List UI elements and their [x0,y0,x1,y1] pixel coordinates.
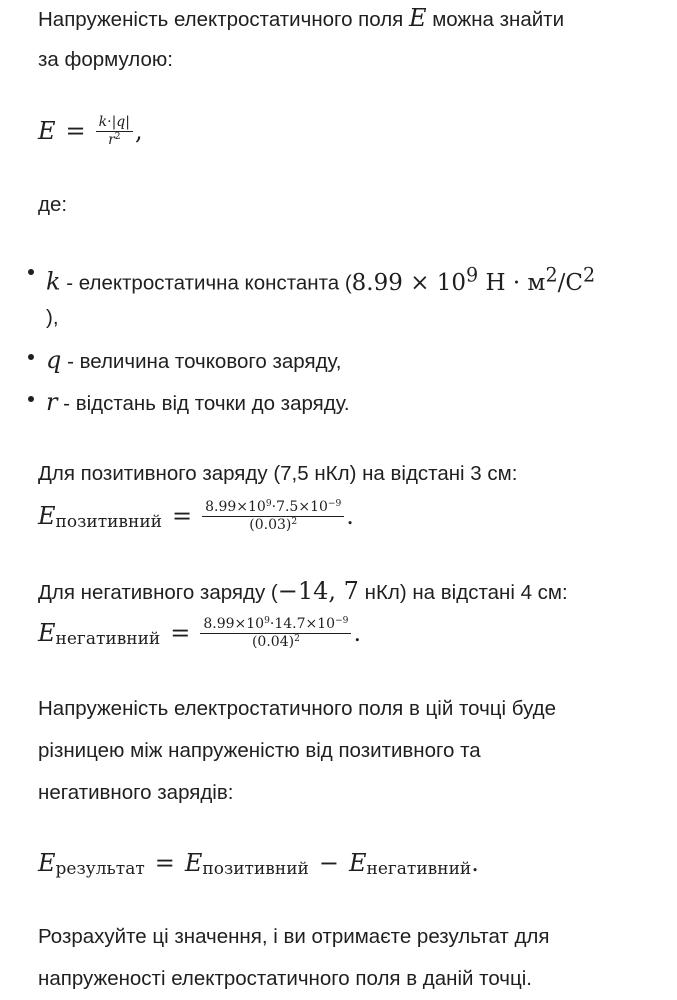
where-label: де: [38,193,68,216]
bullet-k [28,269,34,275]
list-k-var: k [46,267,61,296]
formula-negative [38,610,361,656]
bullet-q [28,354,34,360]
negative-num-mid: ·14.7×10 [269,615,336,632]
positive-num-mid: ·7.5×10 [271,498,328,515]
list-k-units-mid: /С [557,269,584,296]
positive-numerator [202,500,344,517]
negative-den-exp: 2 [294,633,300,644]
list-r-text: - відстань від точки до заряду. [57,392,350,415]
intro-line-1 [38,0,668,41]
negative-period: . [353,619,362,647]
intro-text-2: можна знайти [426,8,565,31]
negative-lhs: E [38,619,56,647]
negative-text-pre: Для негативного заряду ( [38,581,278,604]
list-k-exp: 9 [466,263,479,286]
positive-text: Для позитивного заряду (7,5 нКл) на відстані 3 см: [38,462,518,485]
intro-var-e: E [408,4,427,32]
formula-main-equals: = [65,117,86,145]
intro-text-1: Напруженість електростатичного поля [38,8,409,31]
negative-denominator [249,634,303,650]
positive-lhs: E [38,502,56,530]
positive-denominator [246,517,300,533]
num-k: k [98,113,108,130]
positive-period: . [346,502,354,530]
list-item-q [46,339,341,383]
list-k-value: 8.99 × 10 [351,269,467,296]
negative-numerator [200,617,351,634]
bullet-r [28,396,34,402]
list-q-text: - величина точкового заряду, [61,350,342,373]
den-exp: 2 [114,131,121,142]
list-k-text: - електростатична константа ( [60,271,352,295]
negative-num-exp2: −9 [335,615,349,626]
result-term1-sub: позитивний [202,859,309,879]
positive-den: (0.03) [249,516,292,533]
list-k-units-pre: Н · м [478,269,546,296]
final-line-2: напруженості електростатичного поля в даній точці. [38,967,532,990]
den-r: r [108,131,115,148]
formula-positive [38,493,354,539]
list-k-units-exp2: 2 [583,263,596,286]
negative-num-exp1: 9 [264,615,270,626]
num-q: |q| [111,113,130,130]
negative-den: (0.04) [251,633,295,650]
formula-main-fraction [96,115,133,148]
conclusion-line-1: Напруженість електростатичного поля в цій точці буде [38,697,557,720]
result-lhs: E [38,849,56,877]
list-r-var: r [46,388,58,416]
negative-equals: = [170,619,191,647]
result-lhs-sub: результат [55,859,145,879]
negative-text [38,570,668,614]
positive-sub: позитивний [55,512,162,532]
list-q-var: q [46,346,62,374]
negative-num-pre: 8.99×10 [203,615,265,632]
result-minus: − [318,849,339,877]
formula-main-lhs: E [38,117,56,145]
negative-sub: негативний [55,629,161,649]
list-item-r [46,381,350,425]
conclusion-line-3: негативного зарядів: [38,781,234,804]
positive-fraction [202,500,344,533]
positive-den-exp: 2 [291,516,298,527]
num-dot: · [107,113,112,130]
negative-text-math: −14, 7 [277,577,359,605]
formula-main-numerator [96,115,133,132]
positive-num-pre: 8.99×10 [205,498,266,515]
conclusion-line-2: різницею між напруженістю від позитивного та [38,739,481,762]
result-term1: E [184,849,203,877]
list-item-k-close: ), [46,306,59,329]
list-item-k [46,254,595,305]
list-k-units-exp: 2 [545,263,558,286]
positive-num-exp1: 9 [265,498,272,509]
negative-fraction [200,617,351,650]
result-term2: E [348,849,367,877]
formula-main [38,108,143,154]
formula-result [38,840,479,886]
positive-num-exp2: −9 [327,498,342,509]
final-line-1: Розрахуйте ці значення, і ви отримаєте результат для [38,925,550,948]
intro-line-2: за формулою: [38,48,173,71]
negative-text-post: нКл) на відстані 4 см: [358,581,568,604]
result-term2-sub: негативний [366,859,472,879]
result-equals: = [154,849,175,877]
result-period: . [471,849,479,877]
formula-main-comma: , [134,117,143,145]
positive-equals: = [172,502,193,530]
formula-main-denominator [105,132,124,148]
